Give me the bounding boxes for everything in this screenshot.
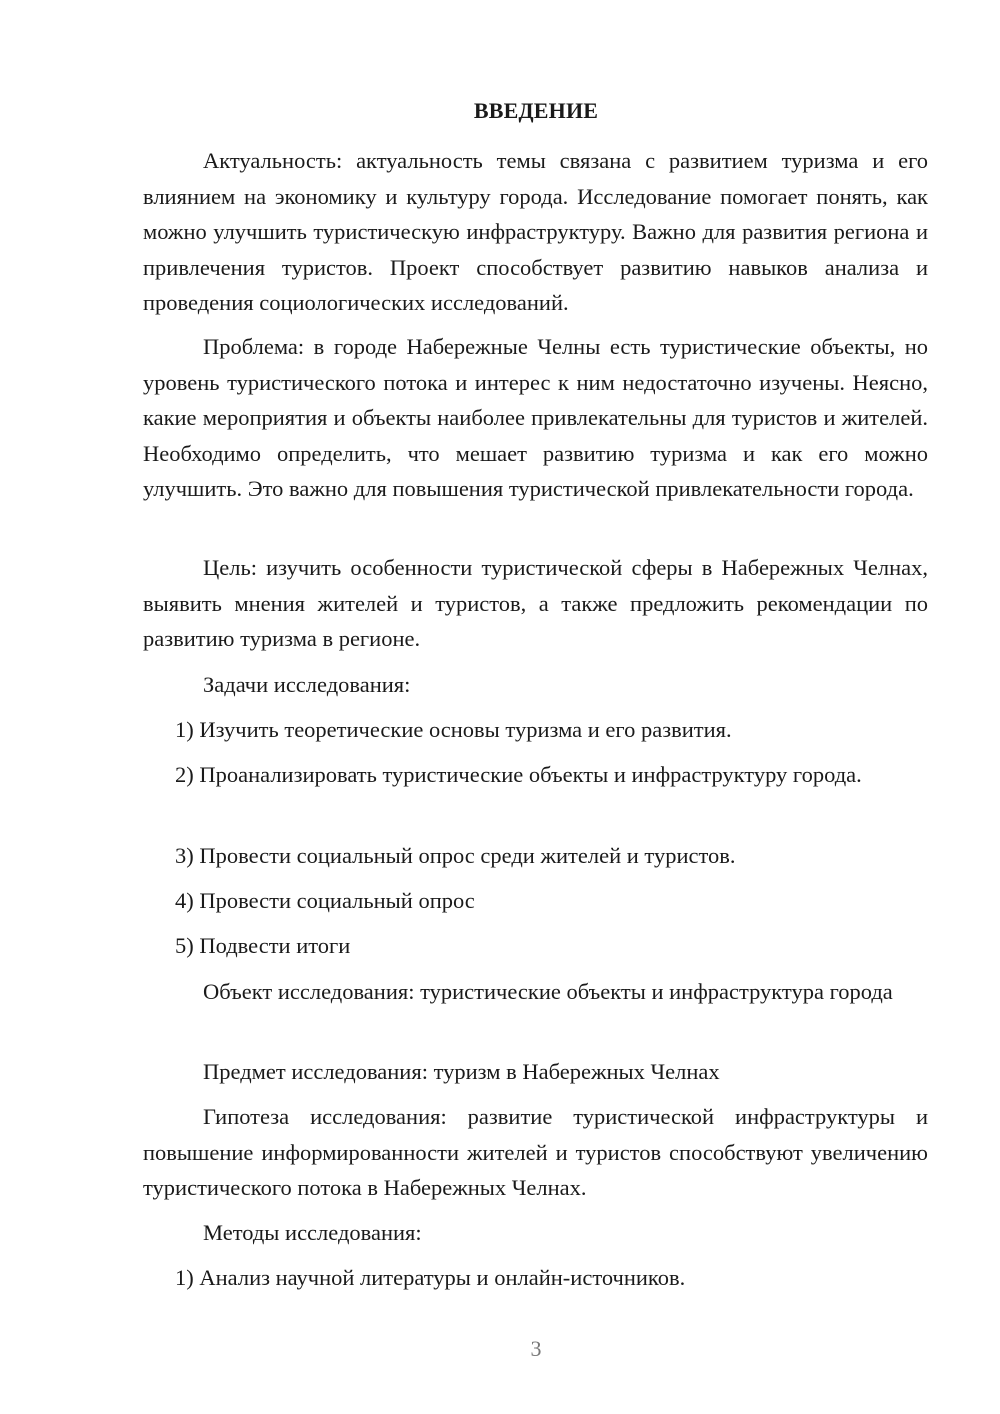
goal-paragraph: Цель: изучить особенности туристической сферы в Набережных Челнах, выявить мнения жителей и туристов, а также предложить рекомендации по развитию туризма в регионе. xyxy=(143,555,928,651)
methods-heading: Методы исследования: xyxy=(203,1220,422,1245)
section-heading: ВВЕДЕНИЕ xyxy=(473,98,599,123)
tasks-heading: Задачи исследования: xyxy=(203,672,411,697)
problem-paragraph: Проблема: в городе Набережные Челны есть туристические объекты, но уровень туристического потока и интерес к ним недостаточно изучены. Неясно, какие мероприятия и объекты наиболее привлекательны для туристов и жителей. Необходимо определить, что мешает развитию туризма и как его можно улучшить. Это важно для повышения туристической привлекательности города. xyxy=(143,334,928,501)
relevance-paragraph: Актуальность: актуальность темы связана с развитием туризма и его влиянием на экономику и культуру города. Исследование помогает понять, как можно улучшить туристическую инфраструктуру. Важно для развития региона и привлечения туристов. Проект способствует развитию навыков анализа и проведения социологических исследований. xyxy=(143,148,928,315)
method-item-1: 1) Анализ научной литературы и онлайн-источников. xyxy=(175,1265,686,1290)
task-item-3: 3) Провести социальный опрос среди жителей и туристов. xyxy=(175,843,736,868)
hypothesis-paragraph: Гипотеза исследования: развитие туристической инфраструктуры и повышение информированности жителей и туристов способствуют увеличению туристического потока в Набережных Челнах. xyxy=(143,1104,928,1200)
object-paragraph: Объект исследования: туристические объекты и инфраструктура города xyxy=(203,979,893,1004)
page-number: 3 xyxy=(530,1336,542,1361)
subject-paragraph: Предмет исследования: туризм в Набережных Челнах xyxy=(203,1059,720,1084)
task-item-1: 1) Изучить теоретические основы туризма и его развития. xyxy=(175,717,732,742)
task-item-4: 4) Провести социальный опрос xyxy=(175,888,475,913)
task-item-5: 5) Подвести итоги xyxy=(175,933,351,958)
task-item-2: 2) Проанализировать туристические объекты и инфраструктуру города. xyxy=(175,762,862,787)
